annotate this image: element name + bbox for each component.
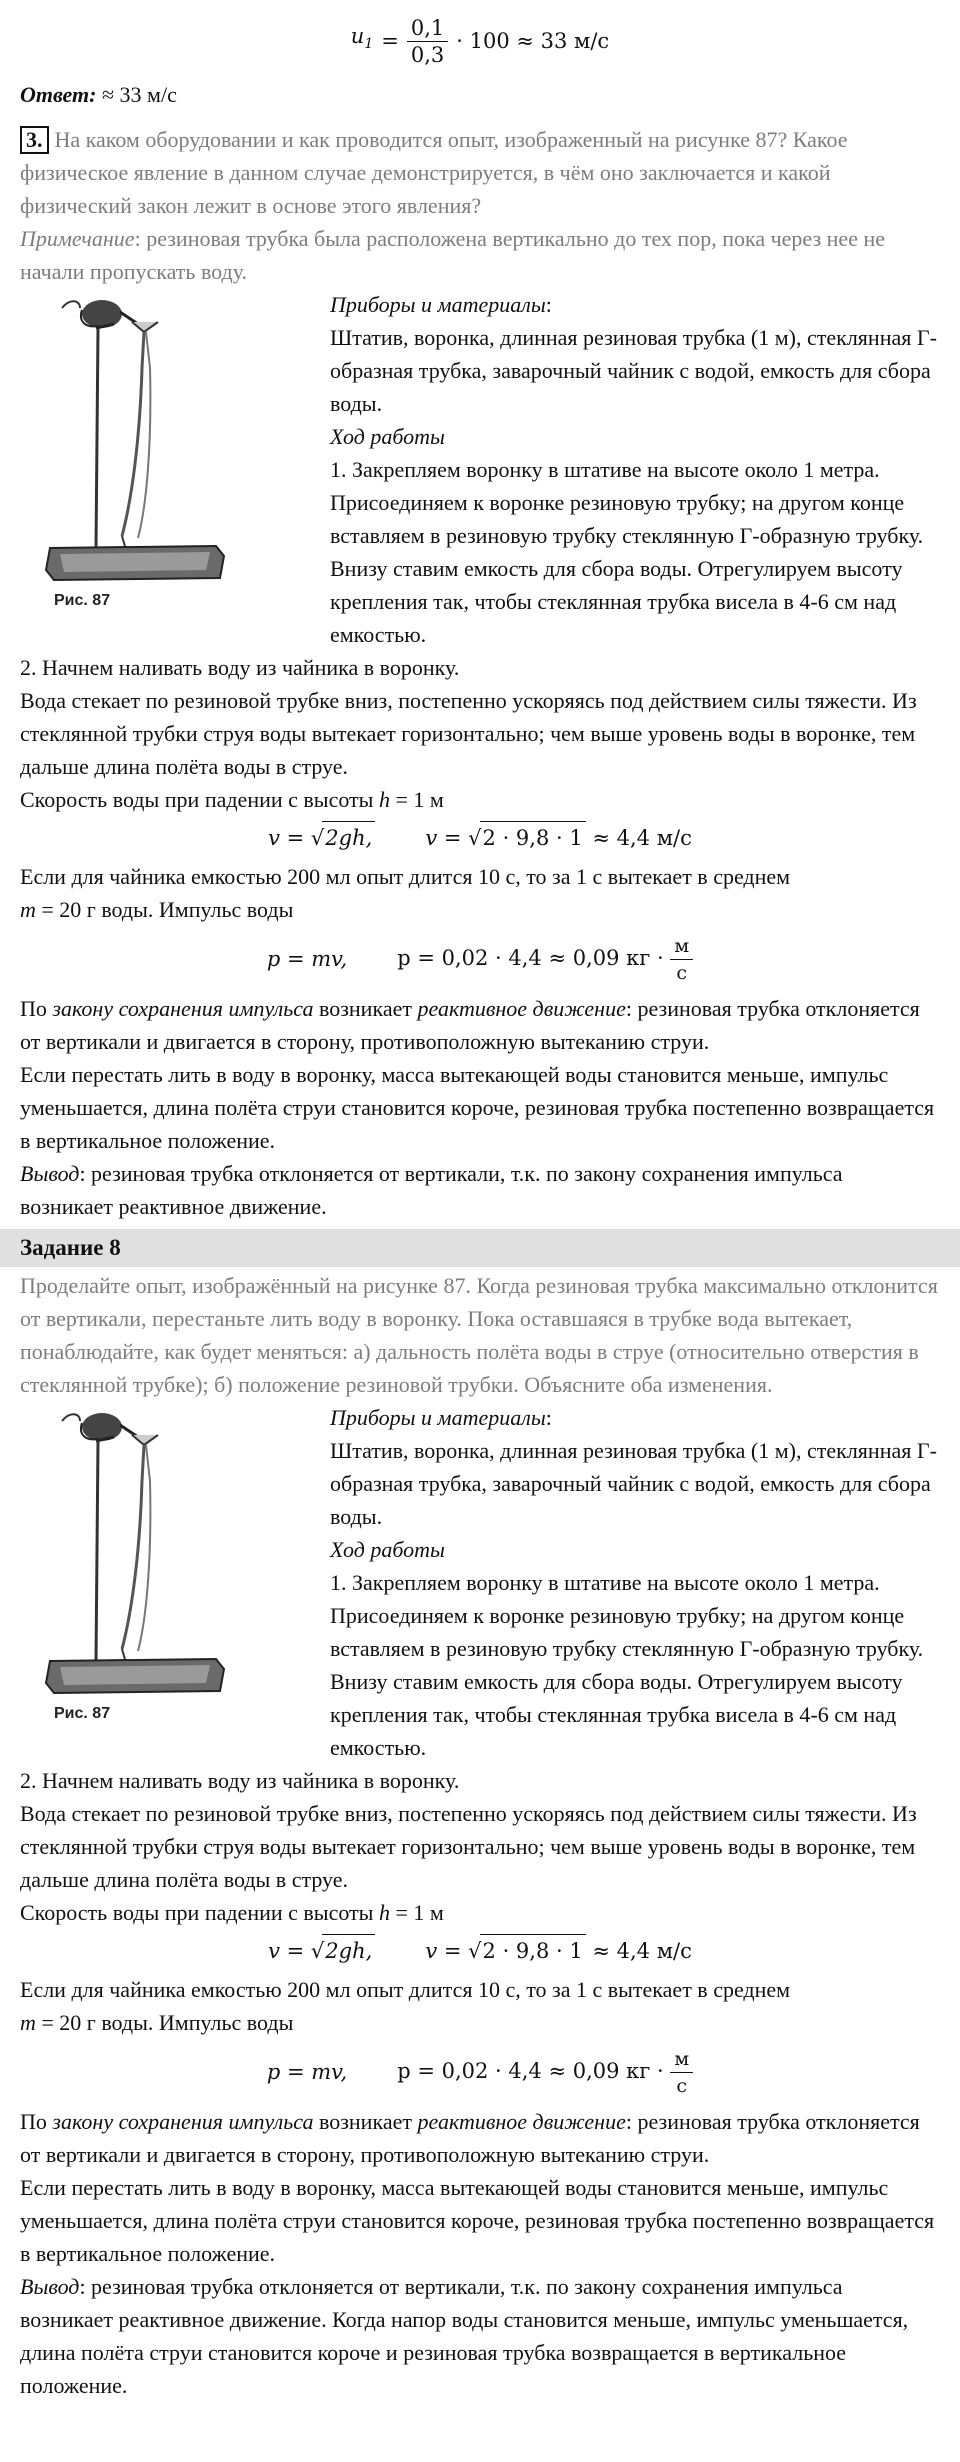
solution-2 (0, 1401, 960, 2402)
stop-text: Если перестать лить в воду в воронку, масса вытекающей воды становится меньше, импульс уменьшается, длина полёта струи становится короче, резиновая трубка постепенно возвращается в вертикальное положение. (20, 2175, 935, 2266)
mass-text: Если для чайника емкостью 200 мл опыт длится 10 с, то за 1 с вытекает в среднем (20, 864, 791, 889)
formula-denominator: 0,3 (410, 42, 445, 67)
answer-line (0, 78, 960, 111)
answer-value: ≈ 33 м/с (96, 82, 177, 107)
procedure-label: Ход работы (330, 424, 445, 449)
step1-text: 1. Закрепляем воронку в штативе на высоте около 1 метра. Присоединяем к воронке резиновую трубку; на другом конце вставляем в резиновую трубку стеклянную Г-образную трубку. Внизу ставим емкость для сбора воды. Отрегулируем высоту крепления так, чтобы стеклянная трубка висела в 4-6 см над емкостью. (330, 1570, 924, 1760)
conclusion-2: Вывод: резиновая трубка отклоняется от вертикали, т.к. по закону сохранения импульса возникает реактивное движение. Когда напор воды становится меньше, импульс уменьшается, длина полёта струи становится короче и резиновая трубка возвращается в вертикальное положение. (20, 2274, 909, 2398)
figure-87 (20, 288, 320, 646)
speed-intro: Скорость воды при падении с высоты h = 1 м (20, 1900, 444, 1925)
q3-question-text: На каком оборудовании и как проводится опыт, изображенный на рисунке 87? Какое физическое явление в данном случае демонстрируется, в чём оно заключается и какой физический закон лежит в основе этого явления? (20, 127, 848, 218)
speed-formula: v = √2gh, v = √2 · 9,8 · 1 ≈ 4,4 м/с (20, 816, 940, 860)
top-formula: $u_1$ = $\frac{0,1}{0,3}$ · 100 ≈ 33 м/с (350, 15, 610, 67)
flow-text: Вода стекает по резиновой трубке вниз, постепенно ускоряясь под действием силы тяжести. Из стеклянной трубки струя воды вытекает горизонтально; чем выше уровень воды в воронке, тем дальше длина полёта воды в струе. (20, 688, 917, 779)
q3-number: 3. (20, 126, 49, 154)
answer-label: Ответ: (20, 82, 97, 107)
mass-line: m = 20 г воды. Импульс воды (20, 897, 294, 922)
q3-question (0, 123, 960, 222)
q3-note-text: : резиновая трубка была расположена вертикально до тех пор, пока через нее не начали пропускать воду. (20, 226, 885, 284)
figure-87-repeat (20, 1401, 320, 1759)
conclusion-1: Вывод: резиновая трубка отклоняется от вертикали, т.к. по закону сохранения импульса возникает реактивное движение. (20, 1161, 843, 1219)
task8-header: Задание 8 (0, 1229, 960, 1267)
law-text: По закону сохранения импульса возникает реактивное движение: резиновая трубка отклоняется от вертикали и двигается в сторону, противоположную вытеканию струи. (20, 2109, 920, 2167)
speed-intro: Скорость воды при падении с высоты h = 1 м (20, 787, 444, 812)
q3-note-label: Примечание (20, 226, 135, 251)
law-text: По закону сохранения импульса возникает реактивное движение: резиновая трубка отклоняется от вертикали и двигается в сторону, противоположную вытеканию струи. (20, 996, 920, 1054)
apparatus-illustration (20, 288, 320, 618)
materials-label: Приборы и материалы (330, 1405, 546, 1430)
q3-note (0, 222, 960, 288)
apparatus-illustration (20, 1401, 320, 1731)
figure-caption: Рис. 87 (54, 1705, 111, 1722)
task8-question: Проделайте опыт, изображённый на рисунке 87. Когда резиновая трубка максимально отклонится от вертикали, перестаньте лить воду в воронку. Пока оставшаяся в трубке вода вытекает, понаблюдайте, как будет меняться: а) дальность полёта воды в струе (относительно отверстия в стеклянной трубке); б) положение резиновой трубки. Объясните оба изменения. (20, 1273, 938, 1397)
step2-text: 2. Начнем наливать воду из чайника в воронку. (20, 655, 460, 680)
step2-text: 2. Начнем наливать воду из чайника в воронку. (20, 1768, 460, 1793)
materials-text: Штатив, воронка, длинная резиновая трубка (1 м), стеклянная Г-образная трубка, заварочный чайник с водой, емкость для сбора воды. (330, 325, 937, 416)
speed-formula: v = √2gh, v = √2 · 9,8 · 1 ≈ 4,4 м/с (20, 1929, 940, 1973)
materials-label: Приборы и материалы (330, 292, 546, 317)
mass-line: m = 20 г воды. Импульс воды (20, 2010, 294, 2035)
formula-lhs: u (350, 24, 365, 49)
flow-text: Вода стекает по резиновой трубке вниз, постепенно ускоряясь под действием силы тяжести. Из стеклянной трубки струя воды вытекает горизонтально; чем выше уровень воды в воронке, тем дальше длина полёта воды в струе. (20, 1801, 917, 1892)
solution-1 (0, 288, 960, 1223)
figure-caption: Рис. 87 (54, 592, 111, 609)
momentum-formula: p = mv, p = 0,02 · 4,4 ≈ 0,09 кг · $\frac{м}{с}$ (20, 926, 940, 992)
mass-text: Если для чайника емкостью 200 мл опыт длится 10 с, то за 1 с вытекает в среднем (20, 1977, 791, 2002)
procedure-label: Ход работы (330, 1537, 445, 1562)
formula-sub: 1 (364, 36, 374, 53)
formula-rest: · 100 ≈ 33 м/с (456, 28, 610, 53)
materials-block: Приборы и материалы: Штатив, воронка, длинная резиновая трубка (1 м), стеклянная Г-образная трубка, заварочный чайник с водой, емкость для сбора воды. Ход работы 1. Закрепляем воронку в штативе на высоте около 1 метра. Присоединяем к воронке резиновую трубку; на другом конце вставляем в резиновую трубку стеклянную Г-образную трубку. Внизу ставим емкость для сбора воды. Отрегулируем высоту крепления так, чтобы стеклянная трубка висела в 4-6 см над емкостью. (320, 1401, 940, 1764)
momentum-formula: p = mv, p = 0,02 · 4,4 ≈ 0,09 кг · $\frac{м}{с}$ (20, 2039, 940, 2105)
formula-numerator: 0,1 (407, 15, 448, 42)
materials-block: Приборы и материалы: Штатив, воронка, длинная резиновая трубка (1 м), стеклянная Г-образная трубка, заварочный чайник с водой, емкость для сбора воды. Ход работы 1. Закрепляем воронку в штативе на высоте около 1 метра. Присоединяем к воронке резиновую трубку; на другом конце вставляем в резиновую трубку стеклянную Г-образную трубку. Внизу ставим емкость для сбора воды. Отрегулируем высоту крепления так, чтобы стеклянная трубка висела в 4-6 см над емкостью. (320, 288, 940, 651)
materials-text: Штатив, воронка, длинная резиновая трубка (1 м), стеклянная Г-образная трубка, заварочный чайник с водой, емкость для сбора воды. (330, 1438, 937, 1529)
stop-text: Если перестать лить в воду в воронку, масса вытекающей воды становится меньше, импульс уменьшается, длина полёта струи становится короче, резиновая трубка постепенно возвращается в вертикальное положение. (20, 1062, 935, 1153)
formula-fraction (407, 15, 448, 68)
step1-text: 1. Закрепляем воронку в штативе на высоте около 1 метра. Присоединяем к воронке резиновую трубку; на другом конце вставляем в резиновую трубку стеклянную Г-образную трубку. Внизу ставим емкость для сбора воды. Отрегулируем высоту крепления так, чтобы стеклянная трубка висела в 4-6 см над емкостью. (330, 457, 924, 647)
